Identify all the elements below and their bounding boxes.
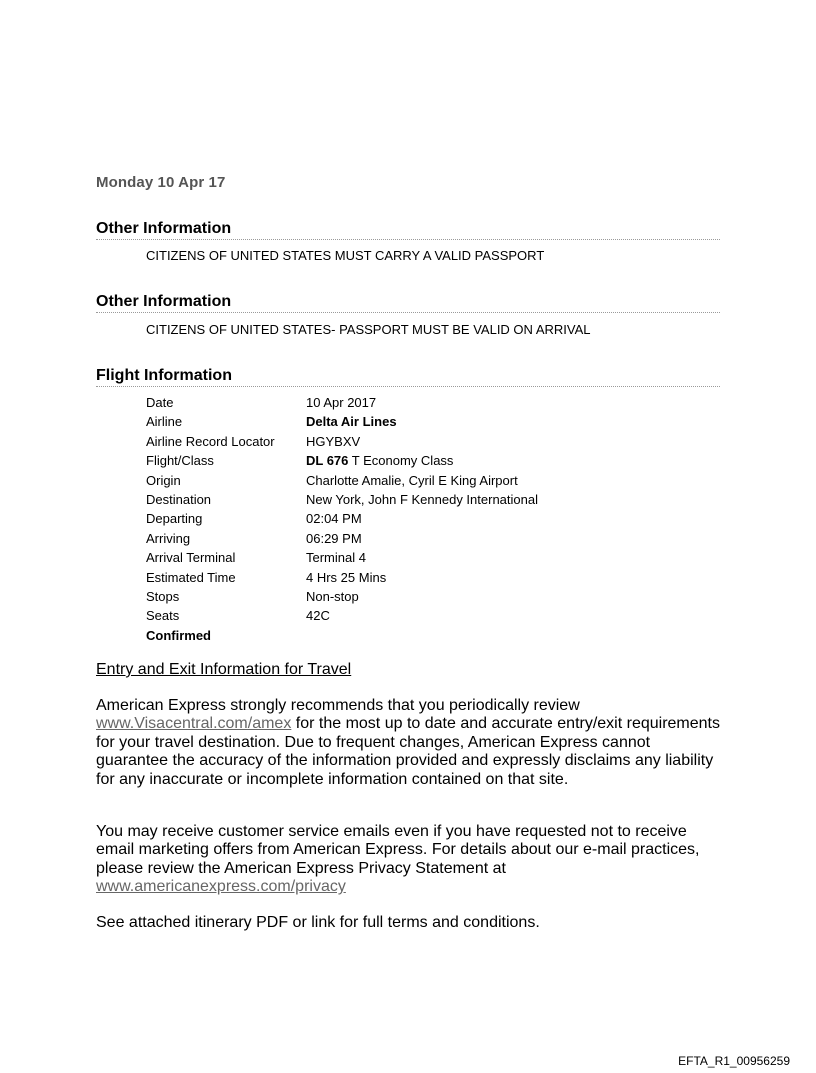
flight-label: Date: [146, 395, 174, 410]
flight-row-date: [146, 393, 538, 412]
entry-exit-text-after: for the most up to date and accurate entry/exit requirements for your travel destination. Due to frequent changes, American Express cannot guarantee the accuracy of the information provided and expressly disclaims any liability for any inaccurate or incomplete information contained on that site.: [96, 715, 720, 788]
flight-value: Delta Air Lines: [306, 414, 397, 430]
entry-exit-heading: Entry and Exit Information for Travel: [96, 661, 352, 678]
privacy-paragraph: [96, 823, 726, 897]
flight-details-table: [146, 393, 538, 645]
flight-row-stops: [146, 587, 538, 606]
date-heading: Monday 10 Apr 17: [96, 174, 226, 191]
flight-value: 10 Apr 2017: [306, 395, 377, 410]
flight-number: DL 676: [306, 453, 349, 469]
flight-label: Origin: [146, 472, 181, 488]
flight-label: Stops: [146, 588, 180, 604]
flight-value: [306, 451, 453, 470]
document-id: EFTA_R1_00956259: [678, 1054, 790, 1068]
flight-row-record-locator: [146, 432, 538, 451]
flight-row-arriving: [146, 529, 538, 548]
flight-value: 4 Hrs 25 Mins: [306, 569, 387, 585]
flight-value: 02:04 PM: [306, 511, 362, 527]
flight-label: Arriving: [146, 530, 191, 546]
flight-value: Charlotte Amalie, Cyril E King Airport: [306, 472, 518, 488]
flight-row-seats: [146, 606, 538, 625]
privacy-link[interactable]: www.americanexpress.com/privacy: [96, 878, 346, 896]
flight-class: T Economy Class: [351, 453, 454, 469]
confirmed-status: Confirmed: [146, 627, 211, 643]
privacy-text: You may receive customer service emails even if you have requested not to receive email marketing offers from American Express. For details about our e-mail practices, please review the American Express Privacy Statement at: [96, 823, 700, 877]
flight-row-departing: [146, 509, 538, 528]
flight-row-airline: [146, 412, 538, 431]
entry-exit-paragraph: [96, 697, 726, 789]
flight-label: Arrival Terminal: [146, 550, 236, 566]
flight-label: Seats: [146, 608, 180, 624]
flight-row-estimated-time: [146, 568, 538, 587]
flight-label: Departing: [146, 511, 203, 527]
other-information-heading-1: Other Information: [96, 219, 720, 240]
flight-label: Airline: [146, 414, 183, 430]
flight-row-destination: [146, 490, 538, 509]
flight-label: Airline Record Locator: [146, 433, 275, 449]
flight-row-confirmed: [146, 626, 538, 645]
flight-value: HGYBXV: [306, 433, 361, 449]
passport-requirement-text: CITIZENS OF UNITED STATES MUST CARRY A VALID PASSPORT: [146, 248, 545, 263]
other-information-heading-2: Other Information: [96, 292, 720, 313]
flight-value: 42C: [306, 608, 330, 624]
flight-label: Destination: [146, 491, 212, 507]
visacentral-link[interactable]: www.Visacentral.com/amex: [96, 715, 292, 733]
flight-value: Non-stop: [306, 588, 359, 604]
flight-row-arrival-terminal: [146, 548, 538, 567]
flight-label: Flight/Class: [146, 453, 214, 469]
flight-value: 06:29 PM: [306, 530, 362, 546]
flight-label: Estimated Time: [146, 569, 236, 585]
flight-information-heading: Flight Information: [96, 366, 720, 387]
passport-validity-text: CITIZENS OF UNITED STATES- PASSPORT MUST BE VALID ON ARRIVAL: [146, 322, 591, 337]
flight-row-origin: [146, 471, 538, 490]
flight-row-flight-class: [146, 451, 538, 470]
flight-value: New York, John F Kennedy International: [306, 491, 538, 507]
flight-value: Terminal 4: [306, 550, 366, 566]
entry-exit-text-before: American Express strongly recommends that you periodically review: [96, 697, 580, 714]
terms-note: See attached itinerary PDF or link for full terms and conditions.: [96, 914, 540, 931]
